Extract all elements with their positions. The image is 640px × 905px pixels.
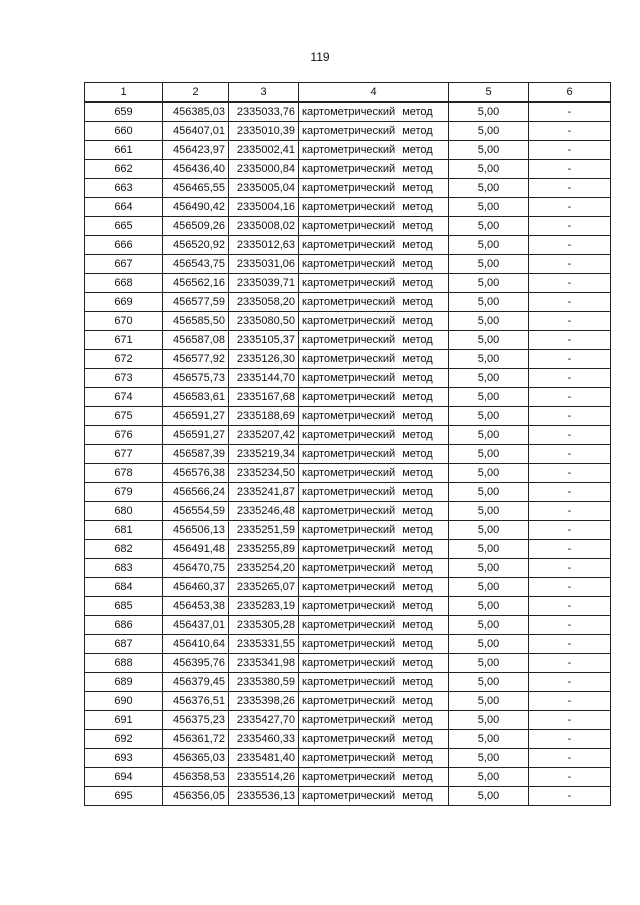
table-row <box>85 331 611 350</box>
method-cell: картометрический метод <box>299 578 449 597</box>
accuracy-cell: 5,00 <box>449 787 529 806</box>
x-coordinate-cell: 456506,13 <box>163 521 229 540</box>
table-row <box>85 730 611 749</box>
accuracy-cell: 5,00 <box>449 540 529 559</box>
y-coordinate-cell: 2335004,16 <box>229 198 299 217</box>
y-coordinate-cell: 2335105,37 <box>229 331 299 350</box>
note-cell: - <box>529 673 611 692</box>
x-coordinate-cell: 456543,75 <box>163 255 229 274</box>
method-cell: картометрический метод <box>299 597 449 616</box>
table-header-row <box>85 83 611 103</box>
y-coordinate-cell: 2335219,34 <box>229 445 299 464</box>
page-number: 119 <box>310 50 330 64</box>
table-body <box>85 102 611 806</box>
accuracy-cell: 5,00 <box>449 654 529 673</box>
note-cell: - <box>529 255 611 274</box>
table-row <box>85 559 611 578</box>
x-coordinate-cell: 456460,37 <box>163 578 229 597</box>
point-number-cell: 687 <box>85 635 163 654</box>
point-number-cell: 695 <box>85 787 163 806</box>
accuracy-cell: 5,00 <box>449 597 529 616</box>
y-coordinate-cell: 2335126,30 <box>229 350 299 369</box>
accuracy-cell: 5,00 <box>449 274 529 293</box>
method-cell: картометрический метод <box>299 768 449 787</box>
x-coordinate-cell: 456361,72 <box>163 730 229 749</box>
x-coordinate-cell: 456591,27 <box>163 407 229 426</box>
table-row <box>85 160 611 179</box>
point-number-cell: 659 <box>85 102 163 122</box>
x-coordinate-cell: 456491,48 <box>163 540 229 559</box>
point-number-cell: 660 <box>85 122 163 141</box>
y-coordinate-cell: 2335255,89 <box>229 540 299 559</box>
y-coordinate-cell: 2335283,19 <box>229 597 299 616</box>
point-number-cell: 691 <box>85 711 163 730</box>
method-cell: картометрический метод <box>299 217 449 236</box>
table-row <box>85 692 611 711</box>
accuracy-cell: 5,00 <box>449 331 529 350</box>
table-row <box>85 198 611 217</box>
y-coordinate-cell: 2335031,06 <box>229 255 299 274</box>
point-number-cell: 664 <box>85 198 163 217</box>
point-number-cell: 680 <box>85 502 163 521</box>
y-coordinate-cell: 2335144,70 <box>229 369 299 388</box>
note-cell: - <box>529 217 611 236</box>
x-coordinate-cell: 456470,75 <box>163 559 229 578</box>
method-cell: картометрический метод <box>299 540 449 559</box>
accuracy-cell: 5,00 <box>449 350 529 369</box>
y-coordinate-cell: 2335380,59 <box>229 673 299 692</box>
table-row <box>85 711 611 730</box>
x-coordinate-cell: 456585,50 <box>163 312 229 331</box>
note-cell: - <box>529 160 611 179</box>
y-coordinate-cell: 2335005,04 <box>229 179 299 198</box>
table-row <box>85 179 611 198</box>
y-coordinate-cell: 2335341,98 <box>229 654 299 673</box>
y-coordinate-cell: 2335080,50 <box>229 312 299 331</box>
point-number-cell: 683 <box>85 559 163 578</box>
point-number-cell: 667 <box>85 255 163 274</box>
x-coordinate-cell: 456453,38 <box>163 597 229 616</box>
y-coordinate-cell: 2335481,40 <box>229 749 299 768</box>
y-coordinate-cell: 2335207,42 <box>229 426 299 445</box>
note-cell: - <box>529 559 611 578</box>
y-coordinate-cell: 2335241,87 <box>229 483 299 502</box>
y-coordinate-cell: 2335265,07 <box>229 578 299 597</box>
method-cell: картометрический метод <box>299 426 449 445</box>
accuracy-cell: 5,00 <box>449 502 529 521</box>
y-coordinate-cell: 2335058,20 <box>229 293 299 312</box>
point-number-cell: 689 <box>85 673 163 692</box>
y-coordinate-cell: 2335008,02 <box>229 217 299 236</box>
table-row <box>85 141 611 160</box>
point-number-cell: 665 <box>85 217 163 236</box>
accuracy-cell: 5,00 <box>449 255 529 274</box>
table-row <box>85 350 611 369</box>
column-header-4: 4 <box>299 83 449 103</box>
note-cell: - <box>529 768 611 787</box>
x-coordinate-cell: 456423,97 <box>163 141 229 160</box>
point-number-cell: 669 <box>85 293 163 312</box>
y-coordinate-cell: 2335246,48 <box>229 502 299 521</box>
method-cell: картометрический метод <box>299 445 449 464</box>
method-cell: картометрический метод <box>299 369 449 388</box>
table-row <box>85 635 611 654</box>
accuracy-cell: 5,00 <box>449 160 529 179</box>
table-row <box>85 768 611 787</box>
x-coordinate-cell: 456554,59 <box>163 502 229 521</box>
y-coordinate-cell: 2335254,20 <box>229 559 299 578</box>
x-coordinate-cell: 456407,01 <box>163 122 229 141</box>
accuracy-cell: 5,00 <box>449 217 529 236</box>
table-row <box>85 521 611 540</box>
column-header-2: 2 <box>163 83 229 103</box>
note-cell: - <box>529 692 611 711</box>
x-coordinate-cell: 456583,61 <box>163 388 229 407</box>
point-number-cell: 663 <box>85 179 163 198</box>
accuracy-cell: 5,00 <box>449 102 529 122</box>
accuracy-cell: 5,00 <box>449 369 529 388</box>
y-coordinate-cell: 2335234,50 <box>229 464 299 483</box>
x-coordinate-cell: 456436,40 <box>163 160 229 179</box>
column-header-6: 6 <box>529 83 611 103</box>
note-cell: - <box>529 787 611 806</box>
y-coordinate-cell: 2335460,33 <box>229 730 299 749</box>
y-coordinate-cell: 2335251,59 <box>229 521 299 540</box>
note-cell: - <box>529 102 611 122</box>
method-cell: картометрический метод <box>299 255 449 274</box>
accuracy-cell: 5,00 <box>449 464 529 483</box>
point-number-cell: 674 <box>85 388 163 407</box>
accuracy-cell: 5,00 <box>449 635 529 654</box>
point-number-cell: 690 <box>85 692 163 711</box>
method-cell: картометрический метод <box>299 122 449 141</box>
accuracy-cell: 5,00 <box>449 521 529 540</box>
accuracy-cell: 5,00 <box>449 445 529 464</box>
accuracy-cell: 5,00 <box>449 749 529 768</box>
table-row <box>85 426 611 445</box>
note-cell: - <box>529 312 611 331</box>
method-cell: картометрический метод <box>299 559 449 578</box>
point-number-cell: 682 <box>85 540 163 559</box>
accuracy-cell: 5,00 <box>449 578 529 597</box>
x-coordinate-cell: 456465,55 <box>163 179 229 198</box>
table-row <box>85 540 611 559</box>
point-number-cell: 692 <box>85 730 163 749</box>
point-number-cell: 675 <box>85 407 163 426</box>
table-row <box>85 464 611 483</box>
method-cell: картометрический метод <box>299 692 449 711</box>
note-cell: - <box>529 635 611 654</box>
x-coordinate-cell: 456576,38 <box>163 464 229 483</box>
method-cell: картометрический метод <box>299 730 449 749</box>
point-number-cell: 666 <box>85 236 163 255</box>
method-cell: картометрический метод <box>299 293 449 312</box>
point-number-cell: 673 <box>85 369 163 388</box>
note-cell: - <box>529 597 611 616</box>
column-header-1: 1 <box>85 83 163 103</box>
column-header-5: 5 <box>449 83 529 103</box>
method-cell: картометрический метод <box>299 749 449 768</box>
y-coordinate-cell: 2335536,13 <box>229 787 299 806</box>
x-coordinate-cell: 456520,92 <box>163 236 229 255</box>
x-coordinate-cell: 456410,64 <box>163 635 229 654</box>
table-row <box>85 293 611 312</box>
point-number-cell: 684 <box>85 578 163 597</box>
accuracy-cell: 5,00 <box>449 198 529 217</box>
note-cell: - <box>529 426 611 445</box>
accuracy-cell: 5,00 <box>449 711 529 730</box>
accuracy-cell: 5,00 <box>449 616 529 635</box>
table-row <box>85 217 611 236</box>
table-row <box>85 502 611 521</box>
x-coordinate-cell: 456385,03 <box>163 102 229 122</box>
y-coordinate-cell: 2335012,63 <box>229 236 299 255</box>
x-coordinate-cell: 456575,73 <box>163 369 229 388</box>
note-cell: - <box>529 369 611 388</box>
point-number-cell: 676 <box>85 426 163 445</box>
point-number-cell: 693 <box>85 749 163 768</box>
y-coordinate-cell: 2335002,41 <box>229 141 299 160</box>
note-cell: - <box>529 711 611 730</box>
table-row <box>85 122 611 141</box>
method-cell: картометрический метод <box>299 673 449 692</box>
note-cell: - <box>529 141 611 160</box>
method-cell: картометрический метод <box>299 331 449 350</box>
y-coordinate-cell: 2335331,55 <box>229 635 299 654</box>
point-number-cell: 672 <box>85 350 163 369</box>
table-row <box>85 578 611 597</box>
y-coordinate-cell: 2335305,28 <box>229 616 299 635</box>
point-number-cell: 694 <box>85 768 163 787</box>
table-row <box>85 369 611 388</box>
method-cell: картометрический метод <box>299 350 449 369</box>
accuracy-cell: 5,00 <box>449 122 529 141</box>
point-number-cell: 677 <box>85 445 163 464</box>
x-coordinate-cell: 456437,01 <box>163 616 229 635</box>
note-cell: - <box>529 616 611 635</box>
method-cell: картометрический метод <box>299 616 449 635</box>
column-header-3: 3 <box>229 83 299 103</box>
accuracy-cell: 5,00 <box>449 768 529 787</box>
method-cell: картометрический метод <box>299 388 449 407</box>
accuracy-cell: 5,00 <box>449 407 529 426</box>
accuracy-cell: 5,00 <box>449 730 529 749</box>
table-row <box>85 445 611 464</box>
note-cell: - <box>529 521 611 540</box>
y-coordinate-cell: 2335427,70 <box>229 711 299 730</box>
note-cell: - <box>529 388 611 407</box>
method-cell: картометрический метод <box>299 312 449 331</box>
x-coordinate-cell: 456509,26 <box>163 217 229 236</box>
table-row <box>85 654 611 673</box>
note-cell: - <box>529 407 611 426</box>
note-cell: - <box>529 331 611 350</box>
x-coordinate-cell: 456490,42 <box>163 198 229 217</box>
accuracy-cell: 5,00 <box>449 293 529 312</box>
table-row <box>85 274 611 293</box>
x-coordinate-cell: 456566,24 <box>163 483 229 502</box>
table-row <box>85 255 611 274</box>
note-cell: - <box>529 350 611 369</box>
x-coordinate-cell: 456577,92 <box>163 350 229 369</box>
method-cell: картометрический метод <box>299 274 449 293</box>
note-cell: - <box>529 445 611 464</box>
note-cell: - <box>529 540 611 559</box>
x-coordinate-cell: 456379,45 <box>163 673 229 692</box>
accuracy-cell: 5,00 <box>449 559 529 578</box>
note-cell: - <box>529 274 611 293</box>
point-number-cell: 688 <box>85 654 163 673</box>
table-row <box>85 483 611 502</box>
note-cell: - <box>529 730 611 749</box>
method-cell: картометрический метод <box>299 179 449 198</box>
x-coordinate-cell: 456395,76 <box>163 654 229 673</box>
method-cell: картометрический метод <box>299 502 449 521</box>
method-cell: картометрический метод <box>299 236 449 255</box>
note-cell: - <box>529 464 611 483</box>
point-number-cell: 685 <box>85 597 163 616</box>
table-row <box>85 407 611 426</box>
method-cell: картометрический метод <box>299 787 449 806</box>
x-coordinate-cell: 456376,51 <box>163 692 229 711</box>
y-coordinate-cell: 2335010,39 <box>229 122 299 141</box>
note-cell: - <box>529 578 611 597</box>
table-row <box>85 749 611 768</box>
table-row <box>85 388 611 407</box>
table-row <box>85 102 611 122</box>
point-number-cell: 662 <box>85 160 163 179</box>
method-cell: картометрический метод <box>299 102 449 122</box>
method-cell: картометрический метод <box>299 635 449 654</box>
method-cell: картометрический метод <box>299 654 449 673</box>
method-cell: картометрический метод <box>299 464 449 483</box>
point-number-cell: 671 <box>85 331 163 350</box>
point-number-cell: 681 <box>85 521 163 540</box>
point-number-cell: 670 <box>85 312 163 331</box>
method-cell: картометрический метод <box>299 407 449 426</box>
table-row <box>85 787 611 806</box>
method-cell: картометрический метод <box>299 711 449 730</box>
table-row <box>85 312 611 331</box>
point-number-cell: 679 <box>85 483 163 502</box>
accuracy-cell: 5,00 <box>449 312 529 331</box>
x-coordinate-cell: 456375,23 <box>163 711 229 730</box>
note-cell: - <box>529 179 611 198</box>
y-coordinate-cell: 2335033,76 <box>229 102 299 122</box>
note-cell: - <box>529 654 611 673</box>
point-number-cell: 668 <box>85 274 163 293</box>
note-cell: - <box>529 236 611 255</box>
table-row <box>85 597 611 616</box>
note-cell: - <box>529 122 611 141</box>
x-coordinate-cell: 456577,59 <box>163 293 229 312</box>
method-cell: картометрический метод <box>299 483 449 502</box>
note-cell: - <box>529 198 611 217</box>
x-coordinate-cell: 456587,08 <box>163 331 229 350</box>
accuracy-cell: 5,00 <box>449 236 529 255</box>
y-coordinate-cell: 2335000,84 <box>229 160 299 179</box>
note-cell: - <box>529 293 611 312</box>
x-coordinate-cell: 456587,39 <box>163 445 229 464</box>
method-cell: картометрический метод <box>299 521 449 540</box>
method-cell: картометрический метод <box>299 141 449 160</box>
point-number-cell: 661 <box>85 141 163 160</box>
point-number-cell: 678 <box>85 464 163 483</box>
accuracy-cell: 5,00 <box>449 483 529 502</box>
accuracy-cell: 5,00 <box>449 388 529 407</box>
x-coordinate-cell: 456591,27 <box>163 426 229 445</box>
accuracy-cell: 5,00 <box>449 426 529 445</box>
y-coordinate-cell: 2335514,26 <box>229 768 299 787</box>
y-coordinate-cell: 2335398,26 <box>229 692 299 711</box>
x-coordinate-cell: 456562,16 <box>163 274 229 293</box>
table-row <box>85 673 611 692</box>
point-number-cell: 686 <box>85 616 163 635</box>
y-coordinate-cell: 2335039,71 <box>229 274 299 293</box>
note-cell: - <box>529 502 611 521</box>
x-coordinate-cell: 456356,05 <box>163 787 229 806</box>
coordinates-table <box>84 82 611 806</box>
note-cell: - <box>529 749 611 768</box>
note-cell: - <box>529 483 611 502</box>
table-row <box>85 616 611 635</box>
method-cell: картометрический метод <box>299 198 449 217</box>
table-row <box>85 236 611 255</box>
y-coordinate-cell: 2335188,69 <box>229 407 299 426</box>
accuracy-cell: 5,00 <box>449 692 529 711</box>
accuracy-cell: 5,00 <box>449 673 529 692</box>
y-coordinate-cell: 2335167,68 <box>229 388 299 407</box>
accuracy-cell: 5,00 <box>449 141 529 160</box>
x-coordinate-cell: 456358,53 <box>163 768 229 787</box>
x-coordinate-cell: 456365,03 <box>163 749 229 768</box>
accuracy-cell: 5,00 <box>449 179 529 198</box>
method-cell: картометрический метод <box>299 160 449 179</box>
